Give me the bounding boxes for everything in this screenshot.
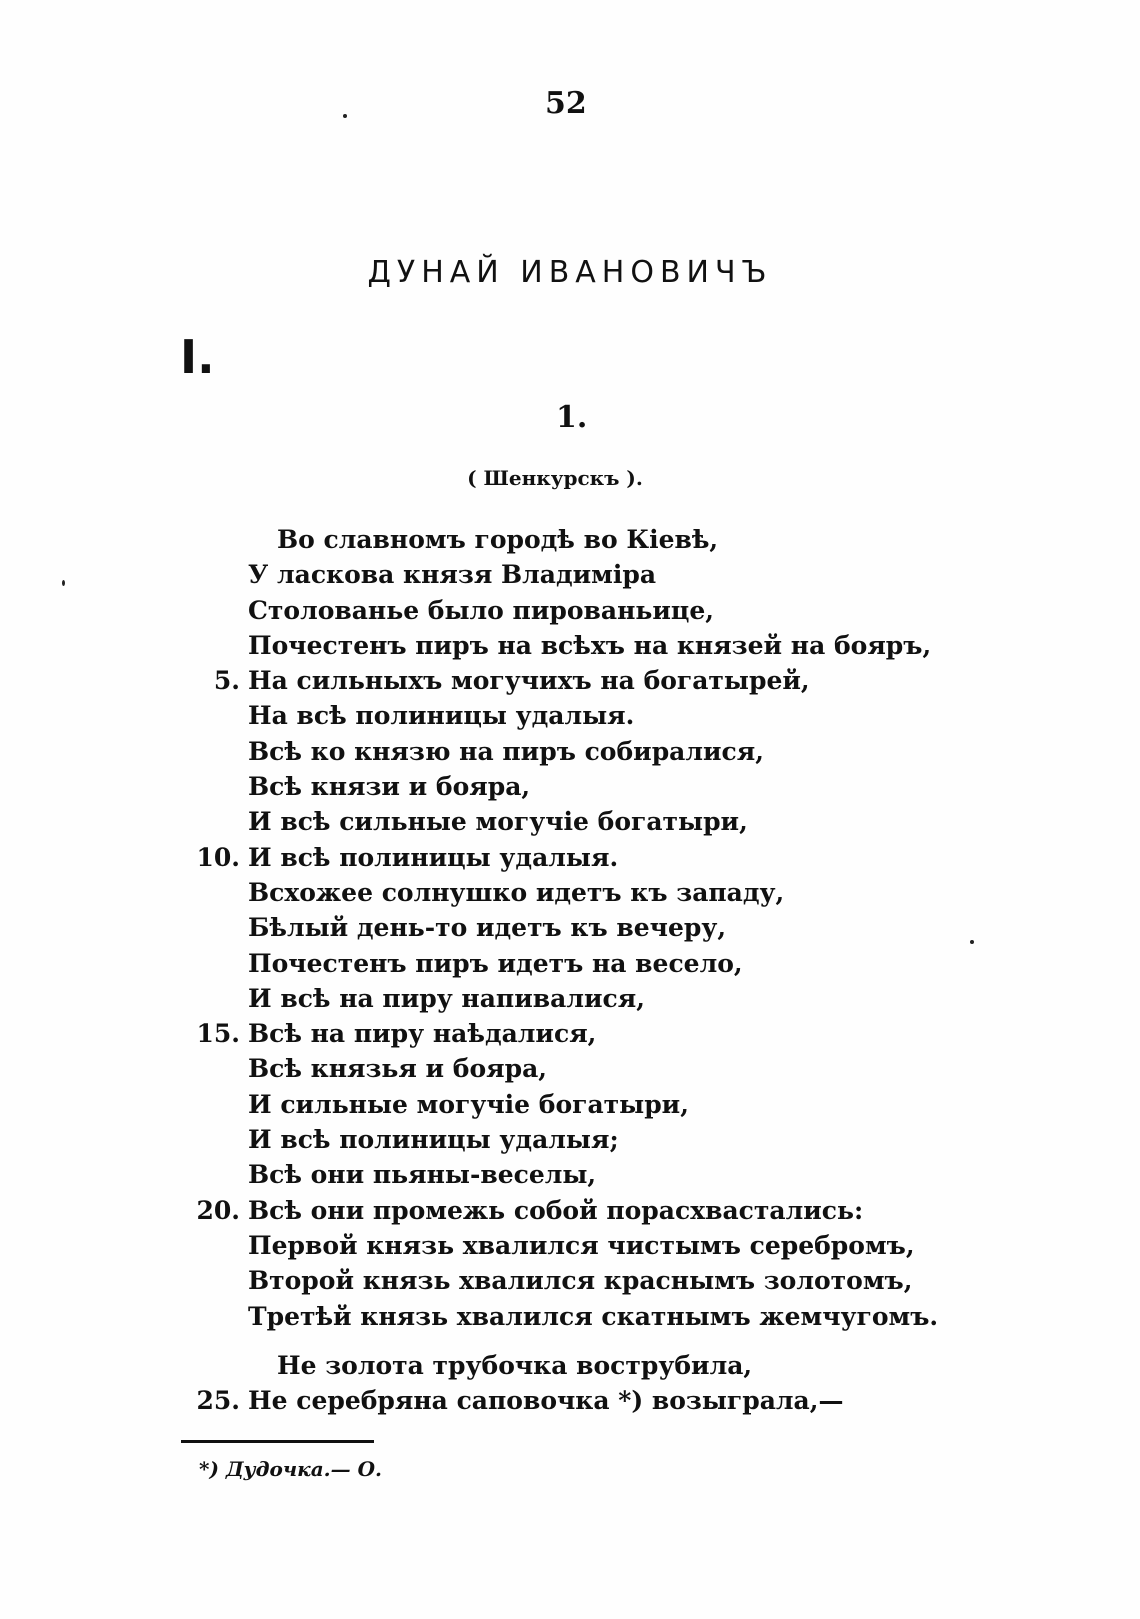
verse-line [0,1299,1140,1334]
verse-block [0,522,1140,1418]
verse-text: Второй князь хвалился краснымъ золотомъ, [248,1266,913,1296]
verse-line [0,522,1140,557]
stanza-break [0,1334,1140,1348]
footnote-rule [181,1440,374,1443]
verse-line [0,1016,1140,1051]
verse-text: И всѣ на пиру напивалися, [248,983,645,1013]
footnote: *) Дудочка.— О. [199,1457,382,1481]
line-number: 10. [196,842,240,872]
verse-line [0,1383,1140,1418]
part-numeral: I. [180,330,215,384]
verse-text: Всѣ они промежь собой порасхвастались: [248,1195,864,1225]
verse-text: Первой князь хвалился чистымъ серебромъ, [248,1230,915,1260]
verse-line [0,1051,1140,1086]
verse-text: Третѣй князь хвалился скатнымъ жемчугомъ. [248,1301,939,1331]
verse-line [0,1228,1140,1263]
verse-line [0,840,1140,875]
verse-line [0,557,1140,592]
verse-text: Всѣ князья и бояра, [248,1054,547,1084]
verse-text: Во славномъ городѣ во Кіевѣ, [277,525,719,554]
verse-text: И всѣ полиницы удалыя. [248,842,619,872]
verse-line [0,804,1140,839]
verse-line [0,875,1140,910]
verse-text: Не серебряна саповочка *) возыграла,— [248,1386,844,1416]
place-name: ( Шенкурскъ ). [467,466,643,490]
verse-line [0,1122,1140,1157]
speck [343,114,347,118]
verse-line [0,1157,1140,1192]
line-number: 15. [196,1019,240,1049]
verse-text: Почестенъ пиръ на всѣхъ на князей на бояръ, [248,630,932,660]
verse-line [0,769,1140,804]
verse-line [0,1193,1140,1228]
section-number: 1. [556,400,588,435]
verse-line [0,628,1140,663]
verse-line [0,910,1140,945]
poem-title: ДУНАЙ ИВАНОВИЧЪ [367,255,773,290]
verse-text: На всѣ полиницы удалыя. [248,701,635,731]
verse-text: Всѣ ко князю на пиръ собиралися, [248,736,764,766]
verse-text: И всѣ полиницы удалыя; [248,1125,619,1155]
verse-line [0,734,1140,769]
verse-text: Всѣ на пиру наѣдалися, [248,1019,597,1049]
line-number: 20. [196,1195,240,1225]
verse-line [0,1348,1140,1383]
line-number: 5. [213,666,240,696]
verse-text: И сильные могучіе богатыри, [248,1089,689,1119]
verse-text: Всхожее солнушко идетъ къ западу, [248,877,785,907]
verse-text: Не золота трубочка вострубила, [277,1350,753,1380]
verse-line [0,698,1140,733]
verse-text: Почестенъ пиръ идетъ на весело, [248,948,743,978]
verse-line [0,981,1140,1016]
verse-line [0,593,1140,628]
verse-line [0,663,1140,698]
verse-line [0,946,1140,981]
verse-text: Всѣ князи и бояра, [248,772,531,802]
verse-text: Всѣ они пьяны-веселы, [248,1160,597,1190]
page-number: 52 [545,86,587,121]
verse-text: И всѣ сильные могучіе богатыри, [248,807,748,837]
verse-line [0,1263,1140,1298]
verse-text: На сильныхъ могучихъ на богатырей, [248,666,810,696]
verse-text: Столованье было пированьице, [248,595,715,625]
line-number: 25. [196,1386,240,1416]
verse-line [0,1087,1140,1122]
verse-text: У ласкова князя Владиміра [248,560,657,590]
verse-text: Бѣлый день-то идетъ къ вечеру, [248,913,727,943]
